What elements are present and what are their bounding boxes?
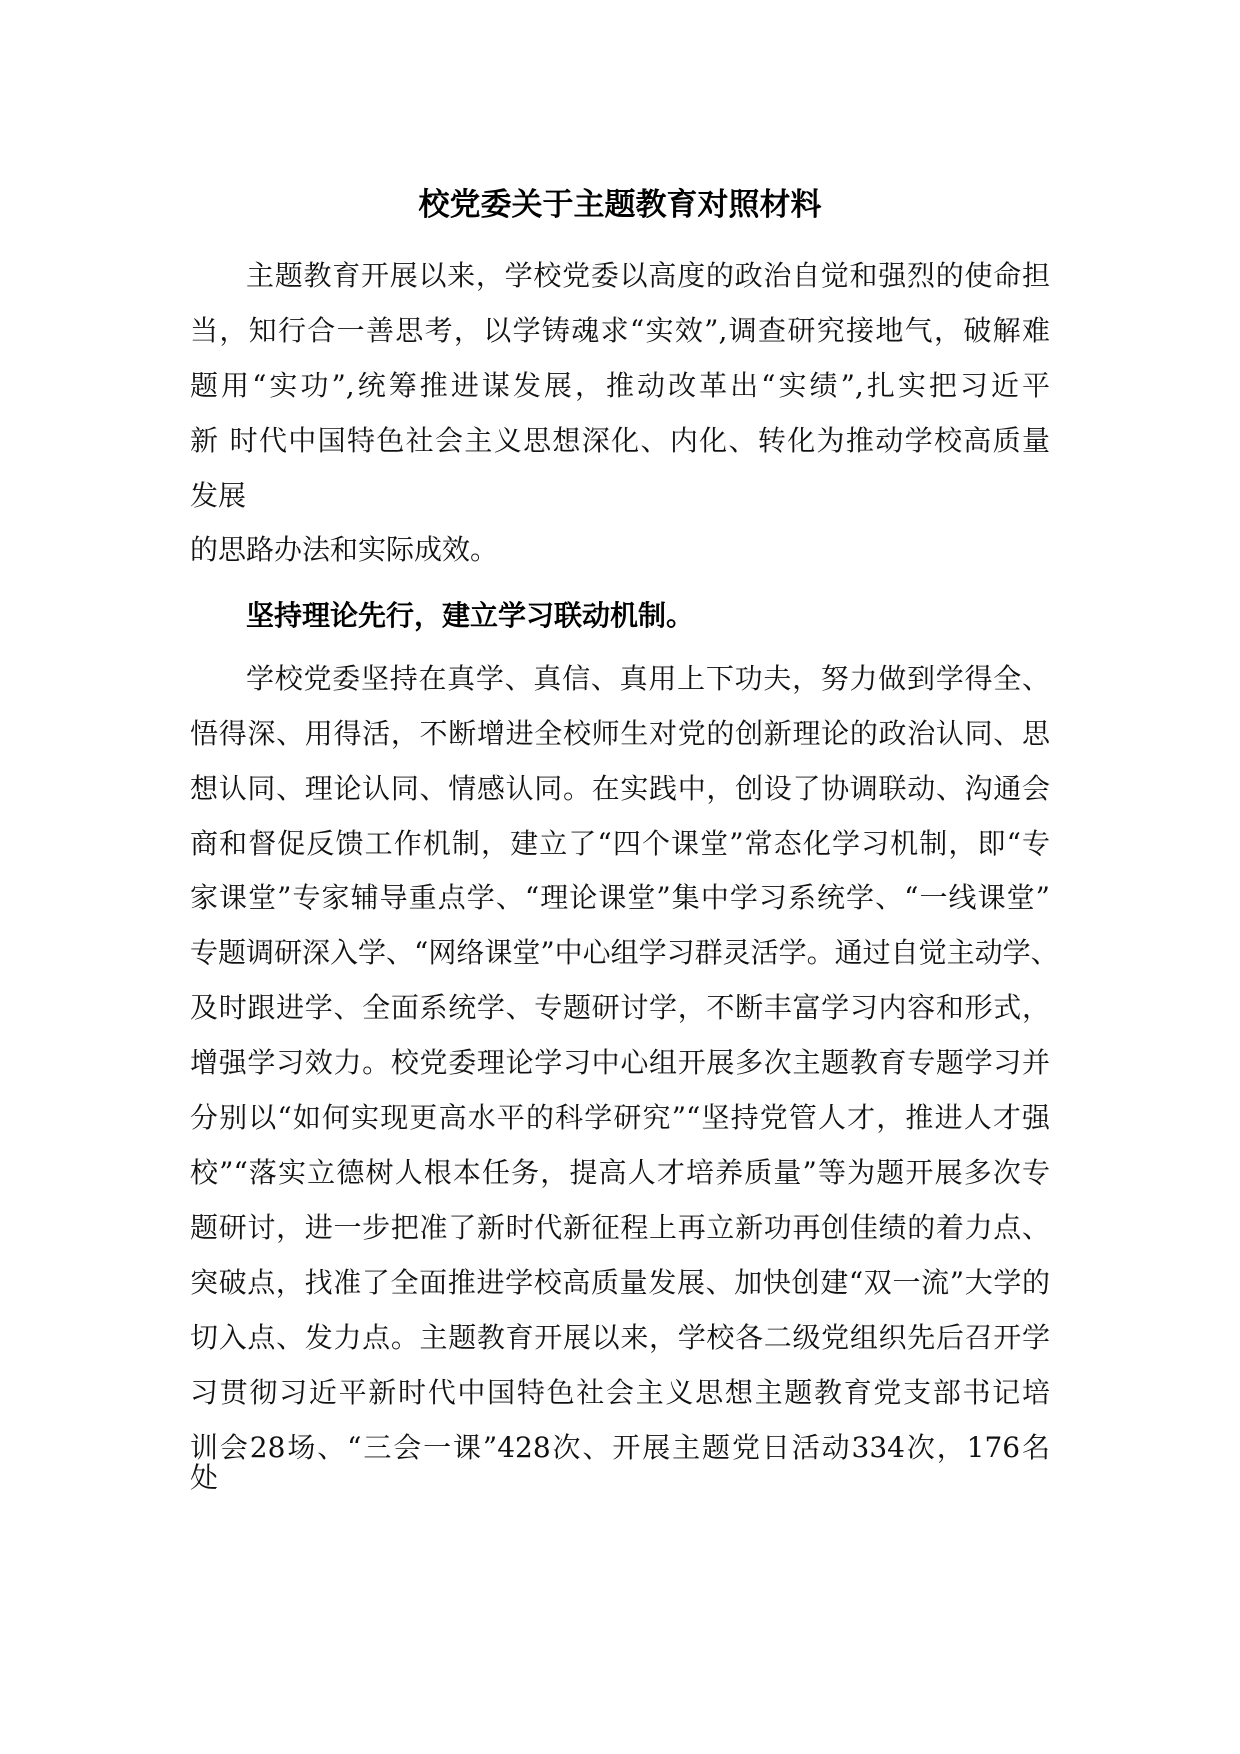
paragraph-2-line-9: 分别以“如何实现更高水平的科学研究”“坚持党管人才，推进人才强 — [190, 1101, 1050, 1134]
paragraph-2-line-15: 训会28场、“三会一课”428次、开展主题党日活动334次，176名 — [190, 1431, 1050, 1464]
paragraph-2-line-7: 及时跟进学、全面系统学、专题研讨学，不断丰富学习内容和形式， — [190, 991, 1050, 1024]
paragraph-2-line-4: 商和督促反馈工作机制，建立了“四个课堂”常态化学习机制，即“专 — [190, 827, 1050, 860]
paragraph-2-line-11: 题研讨，进一步把准了新时代新征程上再立新功再创佳绩的着力点、 — [190, 1211, 1050, 1244]
paragraph-1-line-4: 新 时代中国特色社会主义思想深化、内化、转化为推动学校高质量 — [190, 424, 1050, 457]
section-heading: 坚持理论先行，建立学习联动机制。 — [246, 599, 695, 632]
paragraph-1-line-2: 当，知行合一善思考，以学铸魂求“实效”,调查研究接地气，破解难 — [190, 314, 1050, 347]
paragraph-2-line-13: 切入点、发力点。主题教育开展以来，学校各二级党组织先后召开学 — [190, 1321, 1050, 1354]
paragraph-1-line-1: 主题教育开展以来，学校党委以高度的政治自觉和强烈的使命担 — [246, 259, 1050, 292]
document-title: 校党委关于主题教育对照材料 — [418, 187, 822, 223]
paragraph-2-line-12: 突破点，找准了全面推进学校高质量发展、加快创建“双一流”大学的 — [190, 1266, 1050, 1299]
paragraph-1-line-3: 题用“实功”,统筹推进谋发展，推动改革出“实绩”,扎实把习近平 — [190, 369, 1050, 402]
paragraph-2-line-2: 悟得深、用得活，不断增进全校师生对党的创新理论的政治认同、思 — [190, 717, 1050, 750]
paragraph-2-line-16: 处 — [190, 1461, 219, 1494]
paragraph-2-line-10: 校”“落实立德树人根本任务，提高人才培养质量”等为题开展多次专 — [190, 1156, 1050, 1189]
paragraph-2-line-8: 增强学习效力。校党委理论学习中心组开展多次主题教育专题学习并 — [190, 1046, 1050, 1079]
paragraph-1-line-5: 发展 — [190, 479, 247, 512]
paragraph-2-line-1: 学校党委坚持在真学、真信、真用上下功夫，努力做到学得全、 — [246, 662, 1050, 695]
paragraph-2-line-14: 习贯彻习近平新时代中国特色社会主义思想主题教育党支部书记培 — [190, 1376, 1050, 1409]
paragraph-2-line-3: 想认同、理论认同、情感认同。在实践中，创设了协调联动、沟通会 — [190, 772, 1050, 805]
paragraph-2-line-6: 专题调研深入学、“网络课堂”中心组学习群灵活学。通过自觉主动学、 — [190, 936, 1059, 969]
paragraph-1-line-6: 的思路办法和实际成效。 — [190, 533, 499, 566]
paragraph-2-line-5: 家课堂”专家辅导重点学、“理论课堂”集中学习系统学、“一线课堂” — [190, 881, 1050, 914]
